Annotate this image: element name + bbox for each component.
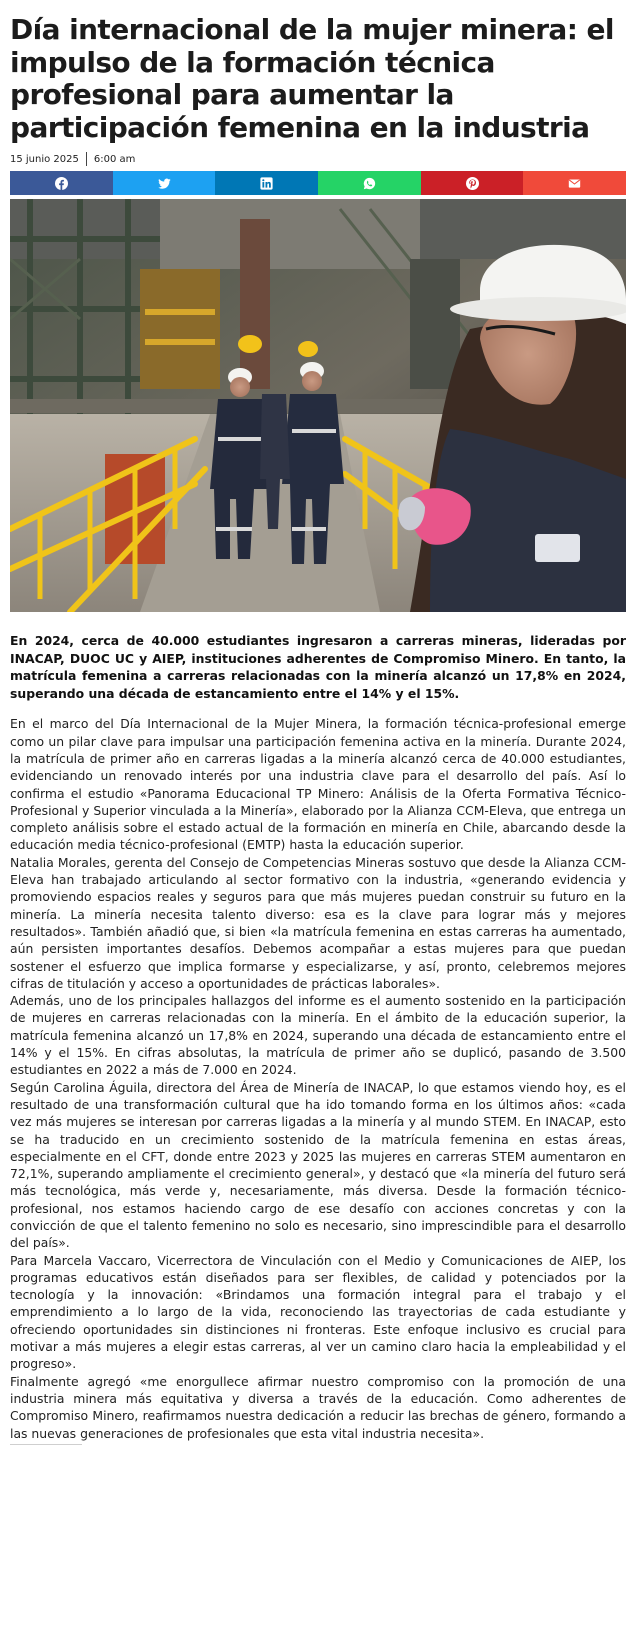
whatsapp-icon <box>363 177 376 190</box>
meta-divider <box>86 152 87 166</box>
article-body <box>10 715 626 1441</box>
article-paragraph: Además, uno de los principales hallazgos del informe es el aumento sostenido en la participación de mujeres en carreras relacionadas con la minería. En el ámbito de la educación superior, la matrícula femenina alcanzó un 17,8% en 2024, superando una década de estancamiento entre el 14% y el 15%. En cifras absolutas, la matrícula de primer año se duplicó, pasando de 3.500 estudiantes en 2022 a más de 7.000 en 2024. <box>10 993 626 1078</box>
share-bar <box>10 171 626 195</box>
publish-date: 15 junio 2025 <box>10 153 79 165</box>
twitter-icon <box>158 177 171 190</box>
linkedin-icon <box>260 177 273 190</box>
article-paragraph: Para Marcela Vaccaro, Vicerrectora de Vinculación con el Medio y Comunicaciones de AIEP, los programas educativos están diseñados para ser flexibles, de calidad y potenciados por la tecnología y la innovación: «Brindamos una formación integral para el trabajo y el emprendimiento a lo largo de la vida, reconociendo las trayectorias de cada estudiante y ofreciendo oportunidades sin distinciones ni fronteras. Este enfoque inclusivo es crucial para motivar a más mujeres a elegir estas carreras, al ver un camino claro hacia la empleabilidad y el progreso». <box>10 1252 626 1372</box>
publish-time: 6:00 am <box>93 153 136 165</box>
article-paragraph: Natalia Morales, gerenta del Consejo de Competencias Mineras sostuvo que desde la Alianza CCM-Eleva han trabajado articulando al sector formativo con la industria, «generando evidencia y promoviendo espacios reales y seguros para que más mujeres puedan construir su futuro en la minería. La minería necesita talento diverso: esa es la clave para lograr más y mejores resultados». También añadió que, si bien «la matrícula femenina en estas carreras ha aumentado, aún persisten importantes desafíos. Debemos acompañar a estas mujeres para que puedan sostener el esfuerzo que implica formarse y especializarse, y así, pronto, celebremos mejores cifras de titulación y acceso a oportunidades de prácticas laborales». <box>10 854 626 991</box>
article-paragraph: En el marco del Día Internacional de la Mujer Minera, la formación técnica-profesional emerge como un pilar clave para impulsar una participación femenina activa en la minería. Durante 2024, la matrícula de primer año en carreras ligadas a la minería alcanzó cerca de 40.000 estudiantes, evidenciando un renovado interés por una industria clave para el desarrollo del país. Así lo confirma el estudio «Panorama Educacional TP Minero: Análisis de la Oferta Formativa Técnico-Profesional y Superior vinculada a la Minería», elaborado por la Alianza CCM-Eleva, que entrega un completo análisis sobre el estado actual de la formación en minería en Chile, abarcando desde la educación media técnico-profesional (EMTP) hasta la educación superior. <box>10 716 626 853</box>
hero-photo <box>10 199 626 612</box>
share-linkedin-button[interactable] <box>215 171 318 195</box>
article-title: Día internacional de la mujer minera: el impulso de la formación técnica profesional para aumentar la participación femenina en la industria <box>10 13 614 144</box>
article-lead: En 2024, cerca de 40.000 estudiantes ingresaron a carreras mineras, lideradas por INACAP, DUOC UC y AIEP, instituciones adherentes de Compromiso Minero. En tanto, la matrícula femenina a carreras relacionadas con la minería alcanzó un 17,8% en 2024, superando una década de estancamiento entre el 14% y el 15%. <box>10 633 626 701</box>
facebook-icon <box>55 177 68 190</box>
share-twitter-button[interactable] <box>113 171 216 195</box>
end-rule <box>10 1444 82 1445</box>
share-whatsapp-button[interactable] <box>318 171 421 195</box>
share-pinterest-button[interactable] <box>421 171 524 195</box>
article-meta <box>10 152 626 166</box>
email-icon <box>568 177 581 190</box>
article <box>10 0 626 1445</box>
share-email-button[interactable] <box>523 171 626 195</box>
article-paragraph: Finalmente agregó «me enorgullece afirmar nuestro compromiso con la promoción de una industria minera más equitativa y diversa a través de la educación. Como adherentes de Compromiso Minero, reafirmamos nuestra dedicación a reducir las brechas de género, formando a las nuevas generaciones de profesionales que esta vital industria necesita». <box>10 1373 626 1441</box>
share-facebook-button[interactable] <box>10 171 113 195</box>
pinterest-icon <box>466 177 479 190</box>
article-paragraph: Según Carolina Águila, directora del Área de Minería de INACAP, lo que estamos viendo hoy, es el resultado de una transformación cultural que ha ido tomando forma en los últimos años: «cada vez más mujeres se interesan por carreras ligadas a la minería y al mundo STEM. En INACAP, esto se ha traducido en un crecimiento sostenido de la matrícula femenina en estas áreas, especialmente en el CFT, donde entre 2023 y 2025 las mujeres en carreras STEM aumentaron en 72,1%, superando ampliamente el crecimiento general», y destacó que «la minería del futuro será más tecnológica, más verde y, necesariamente, más diversa. Desde la formación técnico-profesional, nos estamos haciendo cargo de ese desafío con acciones concretas y con la convicción de que el talento femenino no solo es necesario, sino imprescindible para el desarrollo del país». <box>10 1079 626 1251</box>
